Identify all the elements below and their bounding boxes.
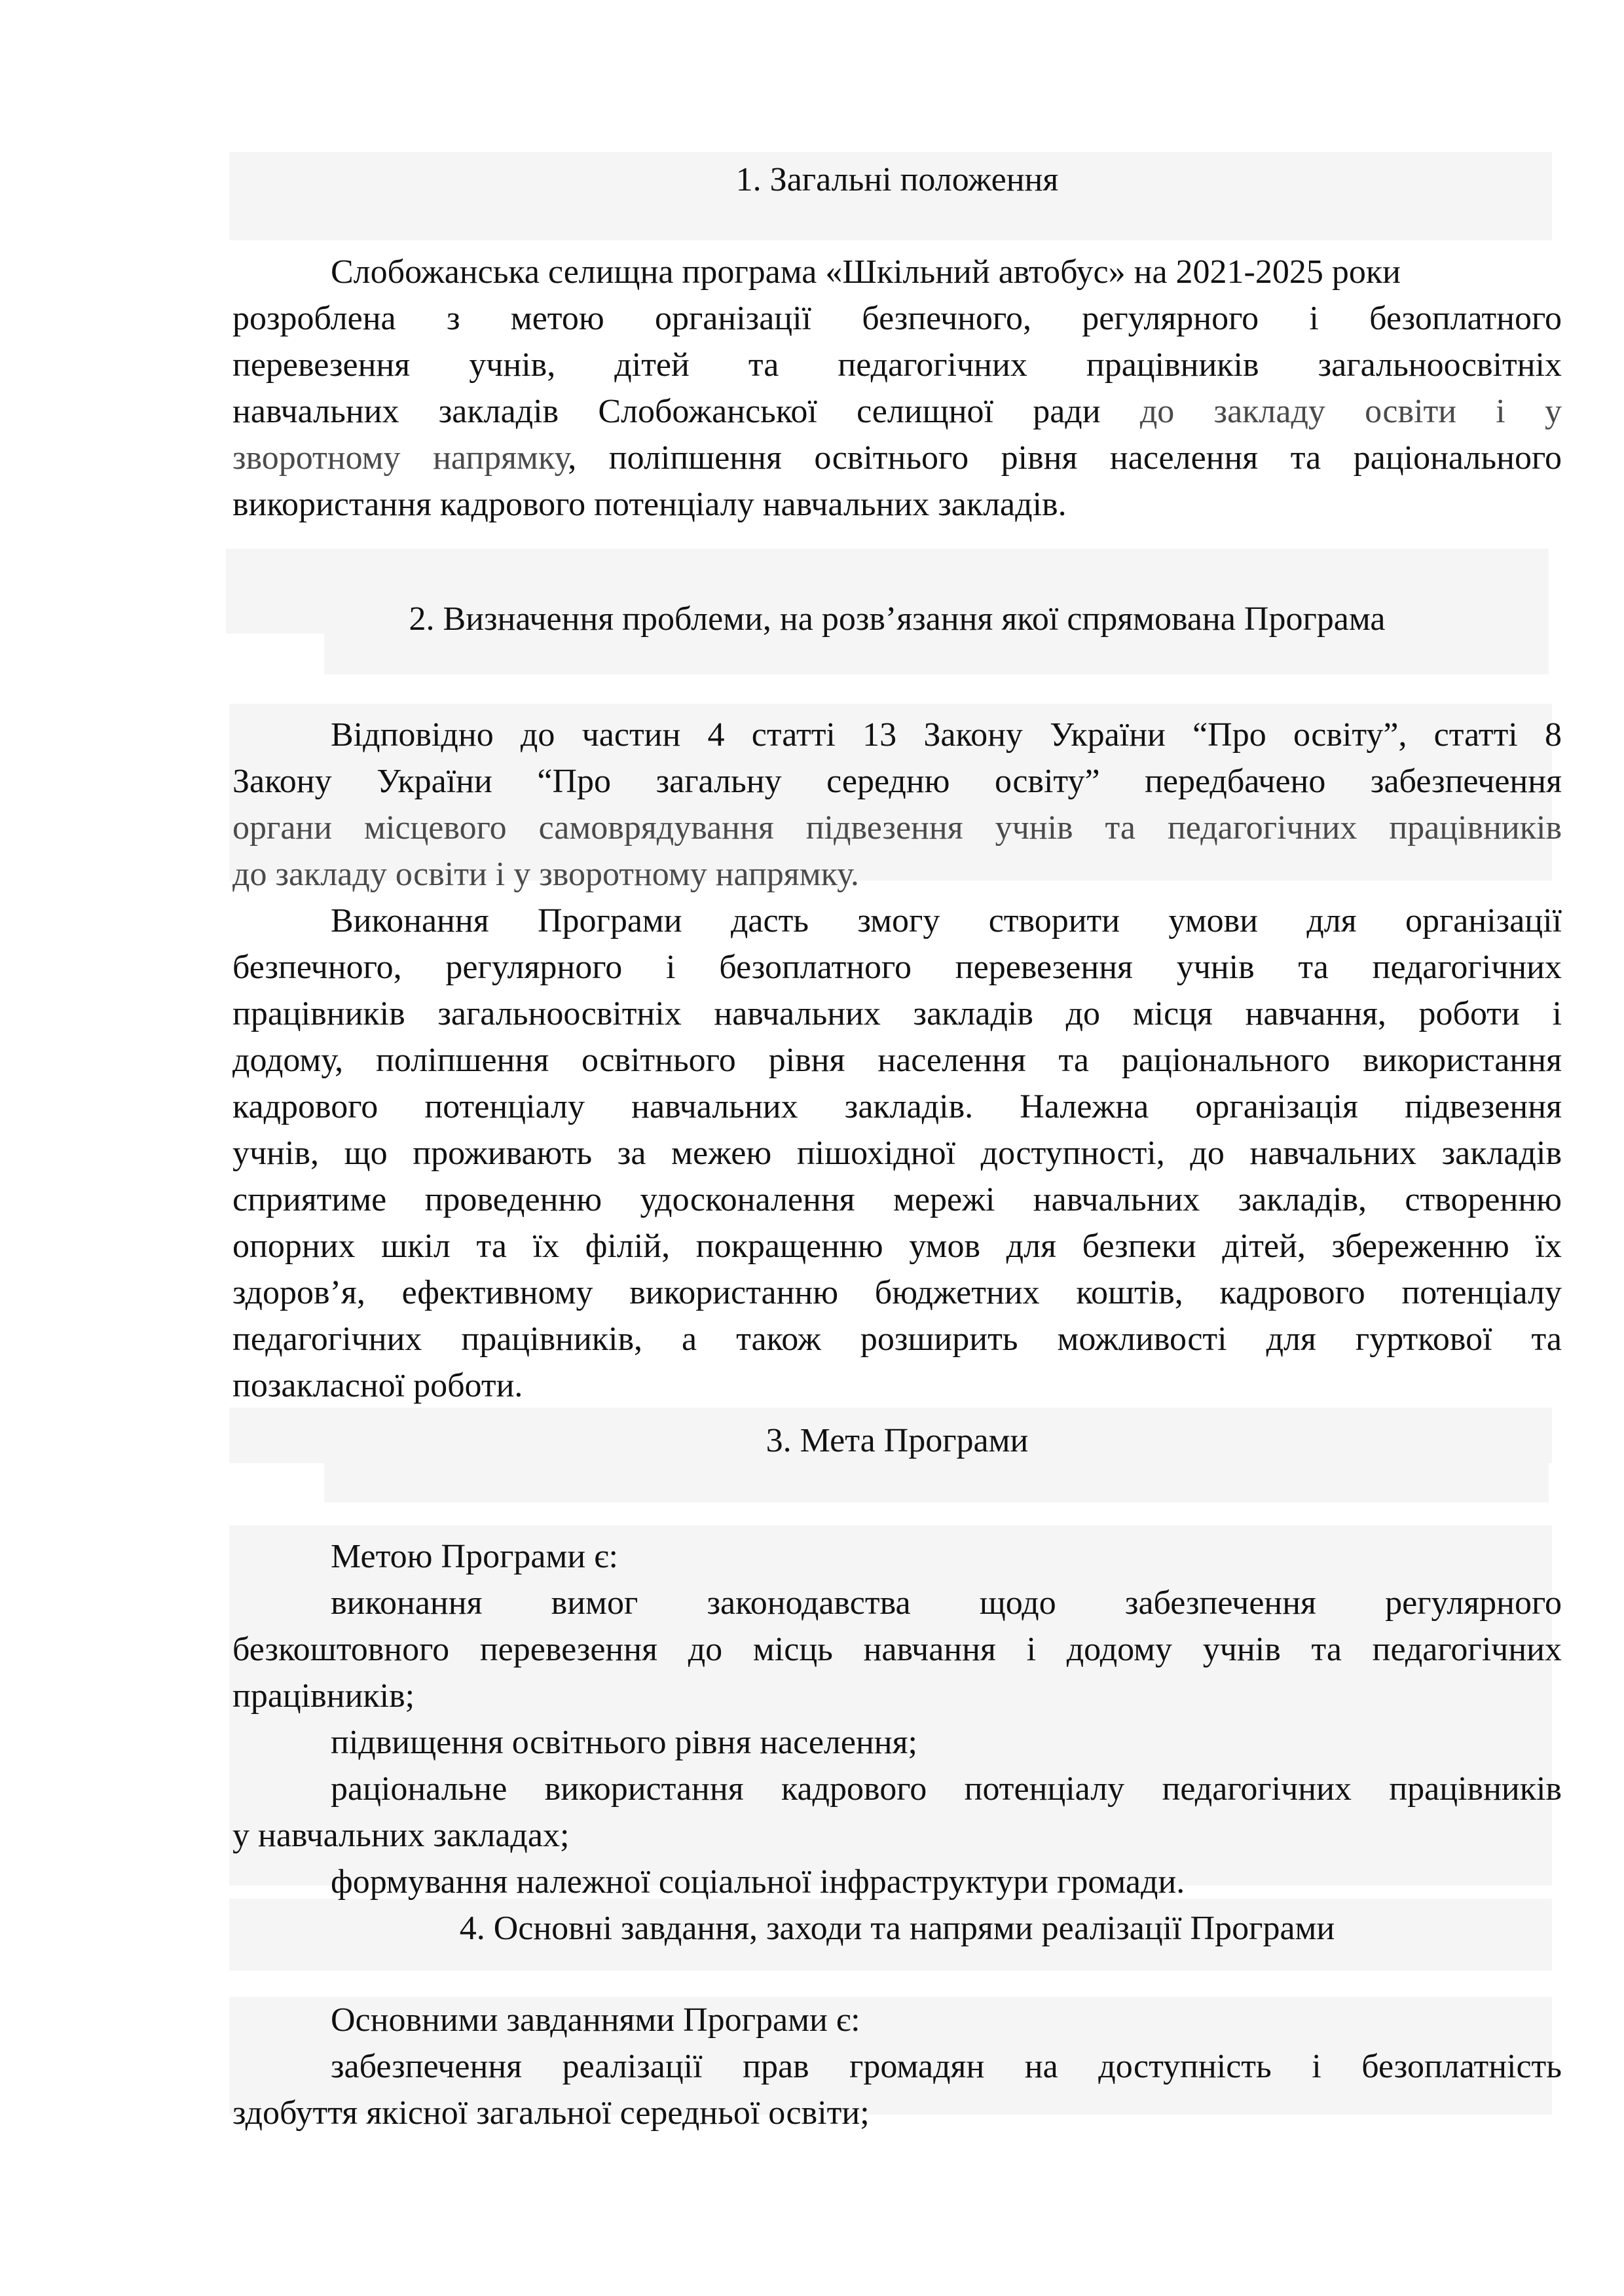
text-line: Виконання Програми дасть змогу створити умови для організації (331, 902, 1562, 939)
text-line: безкоштовного перевезення до місць навчання і додому учнів та педагогічних (232, 1631, 1562, 1668)
text-line: безпечного, регулярного і безоплатного перевезення учнів та педагогічних (232, 949, 1562, 986)
text-line: педагогічних працівників, а також розширить можливості для гурткової та (232, 1321, 1562, 1358)
paragraph (232, 712, 1562, 898)
text-line: використання кадрового потенціалу навчальних закладів. (232, 486, 1067, 523)
text-line: учнів, що проживають за межею пішохідної доступності, до навчальних закладів (232, 1135, 1562, 1172)
text-line: працівників; (232, 1677, 415, 1715)
section-heading: 3. Мета Програми (766, 1422, 1029, 1459)
text-line: органи місцевого самоврядування підвезення учнів та педагогічних працівників (232, 809, 1562, 847)
section-heading: 2. Визначення проблеми, на розв’язання якої спрямована Програма (409, 600, 1386, 638)
text-line: кадрового потенціалу навчальних закладів. Належна організація підвезення (232, 1088, 1562, 1125)
text-line: додому, поліпшення освітнього рівня населення та раціонального використання (232, 1042, 1562, 1079)
paragraph (232, 249, 1562, 528)
text-line: забезпечення реалізації прав громадян на доступність і безоплатність (331, 2048, 1562, 2085)
text-line: Відповідно до частин 4 статті 13 Закону України “Про освіту”, статті 8 (331, 716, 1562, 754)
paragraph (232, 1997, 1562, 2136)
text-line: здоров’я, ефективному використанню бюджетних коштів, кадрового потенціалу (232, 1274, 1562, 1311)
text-line: перевезення учнів, дітей та педагогічних працівників загальноосвітніх (232, 346, 1562, 384)
text-line: працівників загальноосвітніх навчальних закладів до місця навчання, роботи і (232, 995, 1562, 1032)
paragraph (232, 898, 1562, 1409)
text-line: сприятиме проведенню удосконалення мережі навчальних закладів, створенню (232, 1181, 1562, 1218)
list-intro: Основними завданнями Програми є: (331, 2001, 860, 2039)
section-heading: 4. Основні завдання, заходи та напрями реалізації Програми (459, 1910, 1335, 1947)
text-line: навчальних закладів Слобожанської селищної ради до закладу освіти і у (232, 393, 1562, 430)
text-line: опорних шкіл та їх філій, покращенню умов для безпеки дітей, збереженню їх (232, 1228, 1562, 1265)
section-heading: 1. Загальні положення (735, 161, 1059, 198)
text-line: раціональне використання кадрового потенціалу педагогічних працівників (331, 1770, 1562, 1808)
paragraph (232, 1533, 1562, 1905)
text-line: до закладу освіти і у зворотному напрямку. (232, 856, 859, 893)
list-item: підвищення освітнього рівня населення; (331, 1724, 917, 1761)
list-item: формування належної соціальної інфраструктури громади. (331, 1863, 1185, 1901)
text-line: Слобожанська селищна програма «Шкільний автобус» на 2021-2025 роки (331, 253, 1401, 291)
text-line: Закону України “Про загальну середню освіту” передбачено забезпечення (232, 763, 1562, 800)
text-line: позакласної роботи. (232, 1367, 523, 1404)
text-line: розроблена з метою організації безпечного, регулярного і безоплатного (232, 300, 1562, 337)
text-line: зворотному напрямку, поліпшення освітнього рівня населення та раціонального (232, 439, 1562, 477)
list-intro: Метою Програми є: (331, 1538, 618, 1575)
text-line: здобуття якісної загальної середньої освіти; (232, 2094, 870, 2132)
text-line: виконання вимог законодавства щодо забезпечення регулярного (331, 1584, 1562, 1622)
text-line: у навчальних закладах; (232, 1817, 570, 1854)
